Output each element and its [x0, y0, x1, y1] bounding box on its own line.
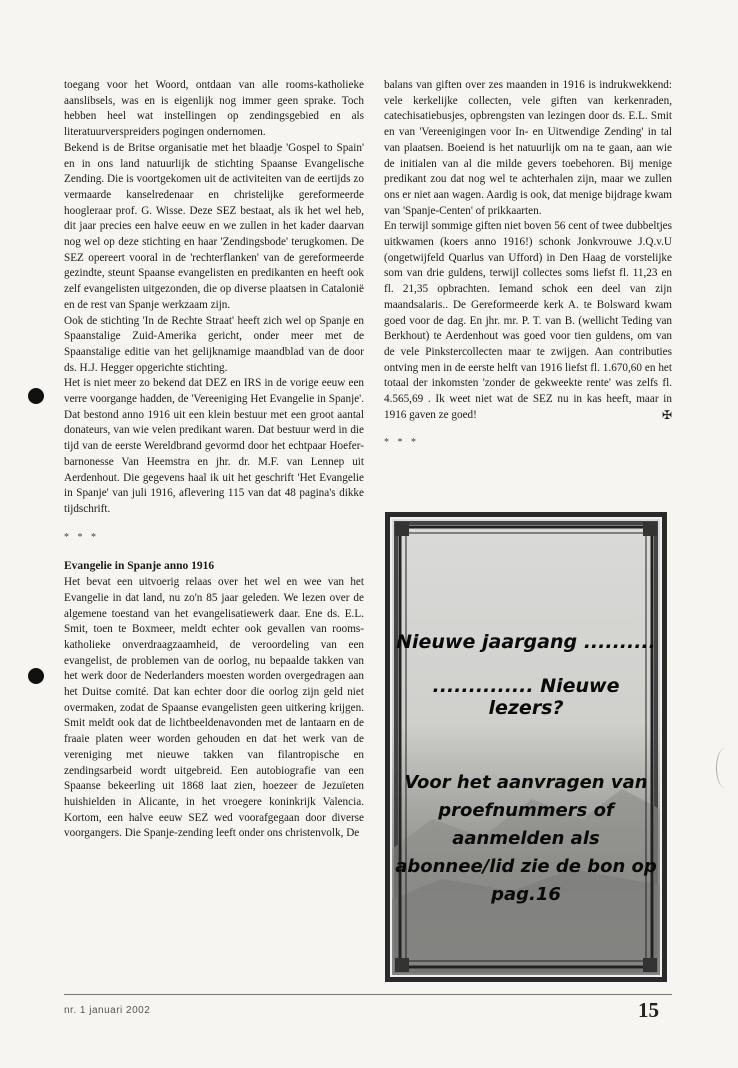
- ad-subheadline: .............. Nieuwe lezers?: [432, 675, 620, 719]
- footer-divider: [64, 994, 672, 995]
- ad-headline: Nieuwe jaargang ..........: [396, 631, 656, 653]
- paragraph: Het is niet meer zo bekend dat DEZ en IRS in de vorige eeuw een verre voorgange hadden, de 'Vereeniging Het Evangelie in Spanje'. Dat bestond anno 1916 uit een klein bestuur met een groot aantal donateurs, van wie velen predikant waren. Dat bestuur werd in die tijd van de eerste Wereldbrand gevormd door het echtpaar Hoefer-barnonesse Van Heemstra en jhr. dr. M.F. van Lennep uit Aerdenhout. Die gegevens haal ik uit het geschrift 'Het Evangelie in Spanje' van juli 1916, aflevering 115 van dat 48 pagina's dikke tijdschrift.: [64, 377, 364, 515]
- right-column: [384, 78, 672, 465]
- punch-hole: [28, 388, 44, 404]
- advertisement-panel: [390, 517, 662, 977]
- section-heading: Evangelie in Spanje anno 1916: [64, 560, 215, 573]
- subscription-advertisement: [385, 512, 667, 982]
- paragraph: Bekend is de Britse organisatie met het blaadje 'Gospel to Spain' en in ons land natuurlijk de stichting Spaanse Evangelische Zending. Die is voortgekomen uit de activiteiten van de eertijds zo vermaarde kanselredenaar en christelijke gereformeerde hoogleraar prof. G. Wisse. Deze SEZ bestaat, als ik het wel heb, dit jaar precies een halve eeuw en we zullen in het kader daarvan nog wel op deze stichting en haar 'Zendingsbode' terugkomen. De SEZ opereert vooral in de 'rechterflanken' van de gereformeerde gezindte, steunt Spaanse evangelisten en predikanten en heeft ook zelf evangelisten uitgezonden, die op diverse plaatsen in Catalonië en de rest van Spanje werkzaam zijn.: [64, 141, 364, 311]
- punch-hole: [28, 668, 44, 684]
- end-of-article-icon: ✠: [661, 407, 672, 422]
- left-column: [64, 78, 364, 842]
- section-separator: * * *: [384, 437, 419, 449]
- scan-edge-mark: [716, 748, 734, 788]
- paragraph: [384, 219, 672, 423]
- paragraph-text: En terwijl sommige giften niet boven 56 cent of twee dubbeltjes uitkwamen (koers anno 1916!) schonk Jonkvrouwe J.Q.v.U (ongetwijfeld Quarlus van Ufford) in Den Haag de vorstelijke som van drie guldens, terwijl collectes soms liefst fl. 11,23 en fl. 21,35 opbrachten. Iemand schok een deel van zijn maandsalaris.. De Gereformeerde kerk A. te Bolsward kwam goed voor de dag. En jhr. mr. P. T. van B. (wellicht Teding van Berkhout) te Aerdenhout was goed voor tien guldens, om van de vele Pinkstercollecten maar te zwijgen. Aan contributies ontving men in de eerste helft van 1916 liefst fl. 1.670,60 en het totaal der inkomsten 'zonder de gekweekte rente' was zelfs fl. 4.565,69 . Ik weet niet wat de SEZ nu in kas heeft, maar in 1916 gaven ze goed!: [384, 220, 672, 421]
- paragraph: toegang voor het Woord, ontdaan van alle rooms-katholieke aanslibsels, was en is eigenlijk nog immer geen sprake. Toch hebben heel wat instellingen op zendingsgebied en als literatuurverspreiders pogingen ondernomen.: [64, 79, 364, 139]
- ad-call-to-action: Voor het aanvragen van proefnummers of aanmelden als abonnee/lid zie de bon op pag.16: [395, 772, 657, 905]
- issue-info: nr. 1 januari 2002: [64, 1005, 151, 1016]
- page-number: 15: [638, 998, 659, 1022]
- section-separator: * * *: [64, 531, 99, 543]
- paragraph: balans van giften over zes maanden in 1916 is indrukwekkend: vele kerkelijke collecten, vele giften van kerkenraden, catechisatiebusjes, opbrengsten van lezingen door ds. E.L. Smit en van 'Vereenigingen voor In- en Uitwendige Zending' in tal van plaatsen. Boeiend is het natuurlijk om na te gaan, aan wie de initialen van al die milde gevers toebehoren. Bij menige predikant zou dat nog wel te achterhalen zijn, maar we zullen ons er niet aan wagen. Aardig is ook, dat menige bijdrage kwam van 'Spanje-Centen' of prikkaarten.: [384, 79, 672, 217]
- paragraph: Het bevat een uitvoerig relaas over het wel en wee van het Evangelie in dat land, nu zo'n 85 jaar geleden. We lezen over de algemene toestand van het evangelisatiewerk daar. Ene ds. E.L. Smit, toen te Boxmeer, meldt echter ook gevallen van rooms-katholieke onverdraagzaamheid, de veroordeling van een evangelist, de problemen van de oorlog, nu bepaalde takken van het werk door de Nederlanders moesten worden overgedragen aan het Duitse comité. Dat kan echter door die oorlog zijn geld niet overmaken, zodat de Spaanse evangelisten geen uitkering krijgen. Smit meldt ook dat de lichtbeeldenavonden met de lantaarn en de fraaie platen weer worden gehouden en dat het werk van de vereniging met nieuwe takken van filantropische en zendingsarbeid wordt uitgebreid. Een autobiografie van een Spaanse bekeerling uit 1868 laat zien, hoezeer de Jezuïeten huishielden in Alicante, in het vroegere koninkrijk Valencia. Kortom, een halve eeuw SEZ wed voorafgegaan door diverse voorgangers. Die Spanje-zending leeft onder ons christenvolk, De: [64, 576, 364, 840]
- paragraph: Ook de stichting 'In de Rechte Straat' heeft zich wel op Spanje en Spaanstalige Zuid-Amerika gericht, onder meer met de Spaanstalige editie van het gelijknamige maandblad van de door ds. H.J. Hegger opgerichte stichting.: [64, 314, 364, 374]
